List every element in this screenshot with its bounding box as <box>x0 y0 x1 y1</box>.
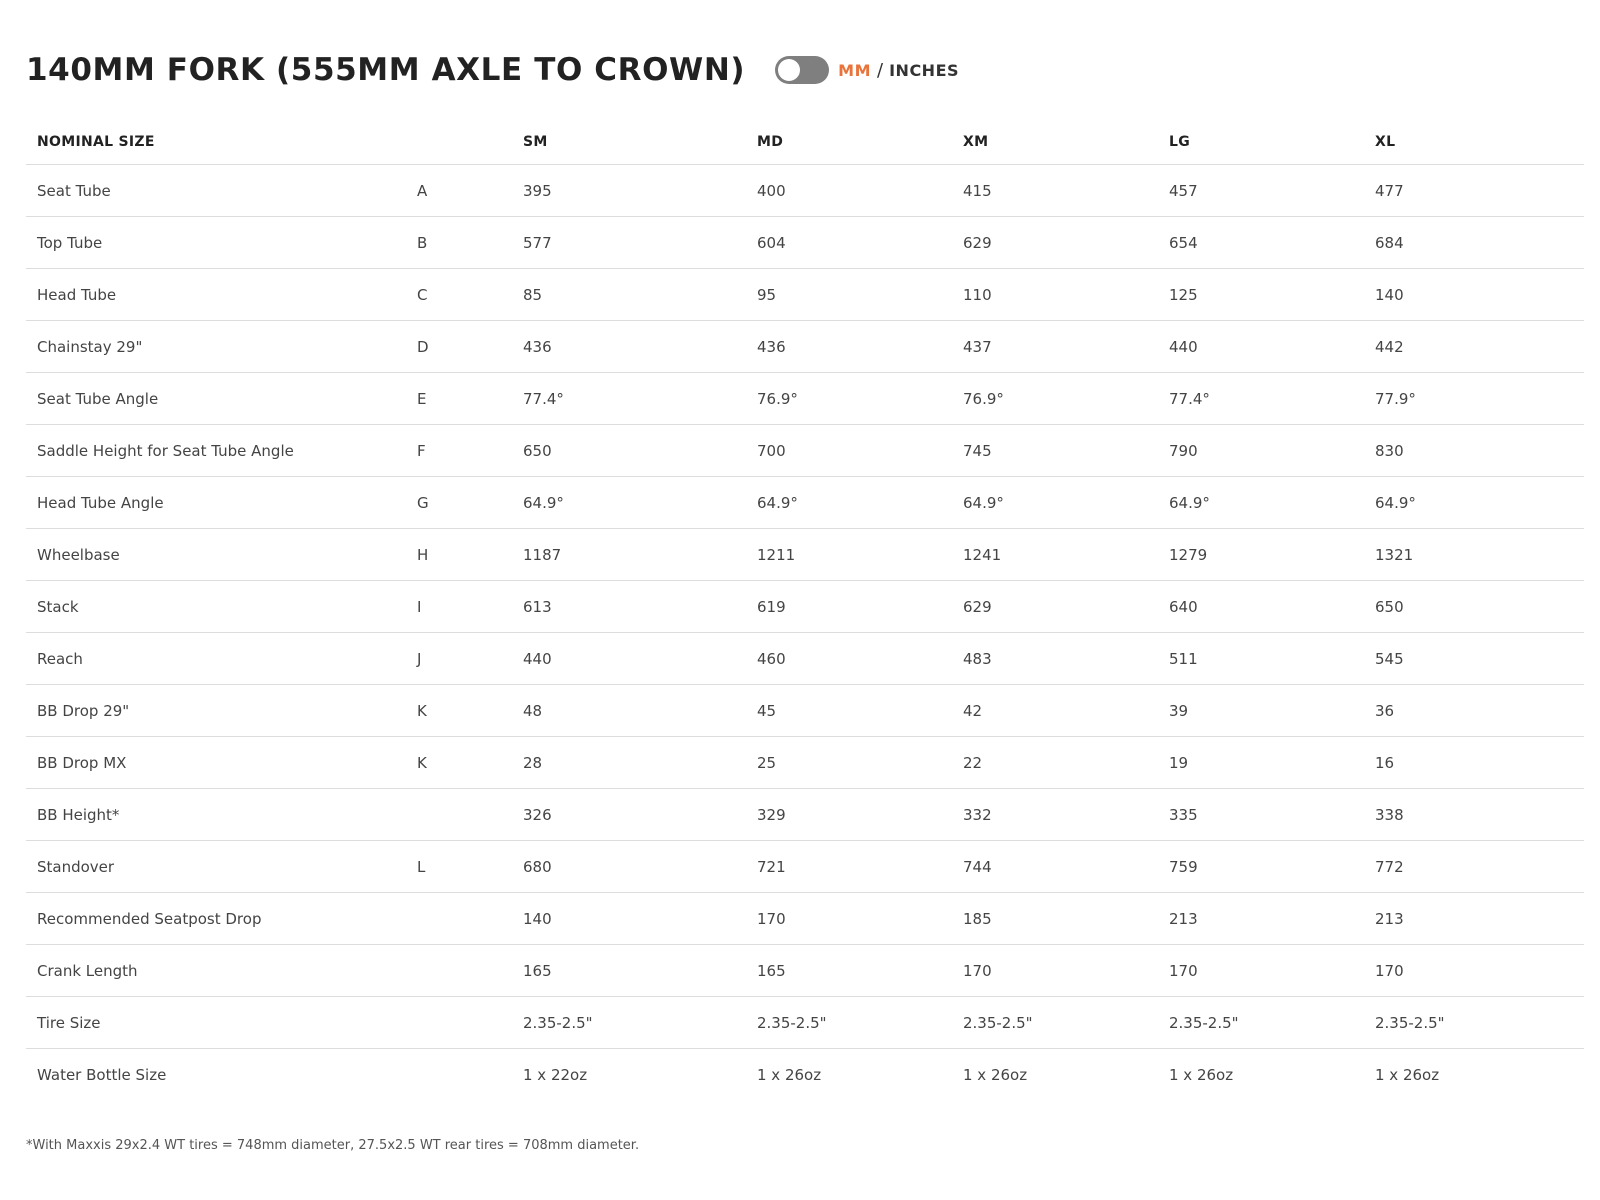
row-label: BB Drop 29" <box>26 685 406 737</box>
table-row <box>26 997 1584 1049</box>
cell-md: 2.35-2.5" <box>746 997 952 1049</box>
cell-xl: 338 <box>1364 789 1584 841</box>
cell-lg: 440 <box>1158 321 1364 373</box>
cell-md: 721 <box>746 841 952 893</box>
table-row <box>26 841 1584 893</box>
geometry-table <box>26 120 1584 1100</box>
cell-sm: 1 x 22oz <box>523 1065 588 1084</box>
row-label: Chainstay 29" <box>26 321 406 373</box>
cell-sm: 48 <box>512 685 746 737</box>
cell-xm: 415 <box>952 165 1158 217</box>
row-letter <box>406 997 512 1049</box>
cell-sm: 650 <box>512 425 746 477</box>
unit-toggle-group <box>775 56 959 84</box>
row-label: Saddle Height for Seat Tube Angle <box>26 425 406 477</box>
cell-sm: 680 <box>512 841 746 893</box>
row-label: Top Tube <box>26 217 406 269</box>
row-letter: I <box>406 581 512 633</box>
cell-lg: 759 <box>1158 841 1364 893</box>
cell-xl: 64.9° <box>1364 477 1584 529</box>
cell-xl: 36 <box>1364 685 1584 737</box>
cell-sm: 436 <box>512 321 746 373</box>
cell-lg: 125 <box>1158 269 1364 321</box>
cell-xl: 830 <box>1364 425 1584 477</box>
page-header <box>26 52 959 88</box>
row-letter: K <box>406 685 512 737</box>
row-letter: H <box>406 529 512 581</box>
header-sm: SM <box>512 120 746 165</box>
cell-xl: 650 <box>1364 581 1584 633</box>
table-body <box>26 165 1584 1101</box>
row-letter: E <box>406 373 512 425</box>
row-label: Crank Length <box>26 945 406 997</box>
table-row <box>26 477 1584 529</box>
row-letter: A <box>406 165 512 217</box>
cell-lg: 19 <box>1158 737 1364 789</box>
header-nominal-size: NOMINAL SIZE <box>26 120 406 165</box>
cell-xm: 1241 <box>952 529 1158 581</box>
row-letter <box>406 893 512 945</box>
cell-lg: 511 <box>1158 633 1364 685</box>
cell-xl: 2.35-2.5" <box>1364 997 1584 1049</box>
cell-xl: 772 <box>1364 841 1584 893</box>
cell-xm: 629 <box>952 581 1158 633</box>
header-letter <box>406 120 512 165</box>
cell-lg: 1 x 26oz <box>1169 1065 1234 1084</box>
cell-xm: 42 <box>952 685 1158 737</box>
row-letter <box>406 1049 512 1101</box>
cell-xl: 477 <box>1364 165 1584 217</box>
cell-xm: 170 <box>952 945 1158 997</box>
cell-xm: 745 <box>952 425 1158 477</box>
cell-sm: 326 <box>512 789 746 841</box>
cell-xl: 140 <box>1364 269 1584 321</box>
header-lg: LG <box>1158 120 1364 165</box>
cell-xl: 16 <box>1364 737 1584 789</box>
cell-md: 604 <box>746 217 952 269</box>
page-title: 140MM FORK (555MM AXLE TO CROWN) <box>26 52 746 88</box>
cell-xm: 64.9° <box>952 477 1158 529</box>
cell-xl: 170 <box>1364 945 1584 997</box>
row-label: Seat Tube Angle <box>26 373 406 425</box>
cell-sm: 1187 <box>512 529 746 581</box>
cell-sm: 64.9° <box>512 477 746 529</box>
cell-md: 25 <box>746 737 952 789</box>
table-row <box>26 581 1584 633</box>
cell-lg: 39 <box>1158 685 1364 737</box>
cell-xm: 1 x 26oz <box>963 1065 1028 1084</box>
header-xl: XL <box>1364 120 1584 165</box>
row-letter: L <box>406 841 512 893</box>
toggle-knob <box>778 59 800 81</box>
cell-lg: 170 <box>1158 945 1364 997</box>
cell-sm: 2.35-2.5" <box>512 997 746 1049</box>
table-row <box>26 633 1584 685</box>
cell-lg: 64.9° <box>1158 477 1364 529</box>
row-label: Stack <box>26 581 406 633</box>
cell-md: 619 <box>746 581 952 633</box>
cell-xl: 213 <box>1364 893 1584 945</box>
cell-xl: 545 <box>1364 633 1584 685</box>
table-row <box>26 737 1584 789</box>
row-label: Head Tube <box>26 269 406 321</box>
cell-sm: 85 <box>512 269 746 321</box>
row-label: BB Height* <box>26 789 406 841</box>
unit-separator: / <box>877 59 884 81</box>
cell-lg: 654 <box>1158 217 1364 269</box>
cell-md: 45 <box>746 685 952 737</box>
cell-xl: 77.9° <box>1364 373 1584 425</box>
row-letter <box>406 789 512 841</box>
cell-md: 76.9° <box>746 373 952 425</box>
table-row <box>26 321 1584 373</box>
cell-sm: 395 <box>512 165 746 217</box>
cell-sm: 577 <box>512 217 746 269</box>
unit-toggle-switch[interactable] <box>775 56 829 84</box>
cell-xm: 22 <box>952 737 1158 789</box>
cell-xm: 110 <box>952 269 1158 321</box>
cell-sm: 77.4° <box>512 373 746 425</box>
table-row <box>26 1049 1584 1101</box>
cell-md: 64.9° <box>746 477 952 529</box>
row-letter: D <box>406 321 512 373</box>
cell-sm: 140 <box>512 893 746 945</box>
cell-md: 400 <box>746 165 952 217</box>
cell-lg: 213 <box>1158 893 1364 945</box>
footnote: *With Maxxis 29x2.4 WT tires = 748mm diameter, 27.5x2.5 WT rear tires = 708mm diameter. <box>26 1138 640 1153</box>
cell-xm: 2.35-2.5" <box>952 997 1158 1049</box>
cell-md: 329 <box>746 789 952 841</box>
cell-xl: 684 <box>1364 217 1584 269</box>
cell-md: 460 <box>746 633 952 685</box>
header-xm: XM <box>952 120 1158 165</box>
cell-xm: 437 <box>952 321 1158 373</box>
cell-sm: 165 <box>512 945 746 997</box>
table-row <box>26 165 1584 217</box>
unit-inches-label[interactable]: INCHES <box>889 60 960 80</box>
table-row <box>26 945 1584 997</box>
cell-sm: 613 <box>512 581 746 633</box>
cell-xl: 1321 <box>1364 529 1584 581</box>
cell-xm: 483 <box>952 633 1158 685</box>
unit-mm-label[interactable]: MM <box>838 60 872 80</box>
table-row <box>26 893 1584 945</box>
row-label: Reach <box>26 633 406 685</box>
table-row <box>26 425 1584 477</box>
cell-xm: 185 <box>952 893 1158 945</box>
cell-lg: 457 <box>1158 165 1364 217</box>
cell-xm: 332 <box>952 789 1158 841</box>
cell-lg: 640 <box>1158 581 1364 633</box>
cell-md: 170 <box>746 893 952 945</box>
row-label: Tire Size <box>26 997 406 1049</box>
cell-xl: 1 x 26oz <box>1375 1065 1440 1084</box>
cell-lg: 1279 <box>1158 529 1364 581</box>
cell-sm: 28 <box>512 737 746 789</box>
row-letter: J <box>406 633 512 685</box>
table-row <box>26 373 1584 425</box>
table-row <box>26 789 1584 841</box>
cell-xm: 76.9° <box>952 373 1158 425</box>
row-label: Water Bottle Size <box>37 1065 167 1084</box>
row-label: Head Tube Angle <box>26 477 406 529</box>
cell-md: 1211 <box>746 529 952 581</box>
cell-md: 436 <box>746 321 952 373</box>
table-row <box>26 685 1584 737</box>
table-row <box>26 529 1584 581</box>
cell-md: 95 <box>746 269 952 321</box>
row-label: Standover <box>26 841 406 893</box>
row-label: Recommended Seatpost Drop <box>26 893 406 945</box>
table-row <box>26 217 1584 269</box>
cell-lg: 335 <box>1158 789 1364 841</box>
cell-md: 1 x 26oz <box>757 1065 822 1084</box>
row-letter <box>406 945 512 997</box>
cell-lg: 2.35-2.5" <box>1158 997 1364 1049</box>
cell-sm: 440 <box>512 633 746 685</box>
row-label: Seat Tube <box>26 165 406 217</box>
header-md: MD <box>746 120 952 165</box>
cell-xm: 629 <box>952 217 1158 269</box>
row-letter: B <box>406 217 512 269</box>
row-letter: C <box>406 269 512 321</box>
table-row <box>26 269 1584 321</box>
cell-md: 700 <box>746 425 952 477</box>
row-label: BB Drop MX <box>26 737 406 789</box>
row-label: Wheelbase <box>26 529 406 581</box>
cell-lg: 77.4° <box>1158 373 1364 425</box>
row-letter: K <box>406 737 512 789</box>
cell-lg: 790 <box>1158 425 1364 477</box>
cell-xm: 744 <box>952 841 1158 893</box>
row-letter: F <box>406 425 512 477</box>
cell-xl: 442 <box>1364 321 1584 373</box>
cell-md: 165 <box>746 945 952 997</box>
row-letter: G <box>406 477 512 529</box>
table-header-row <box>26 120 1584 165</box>
